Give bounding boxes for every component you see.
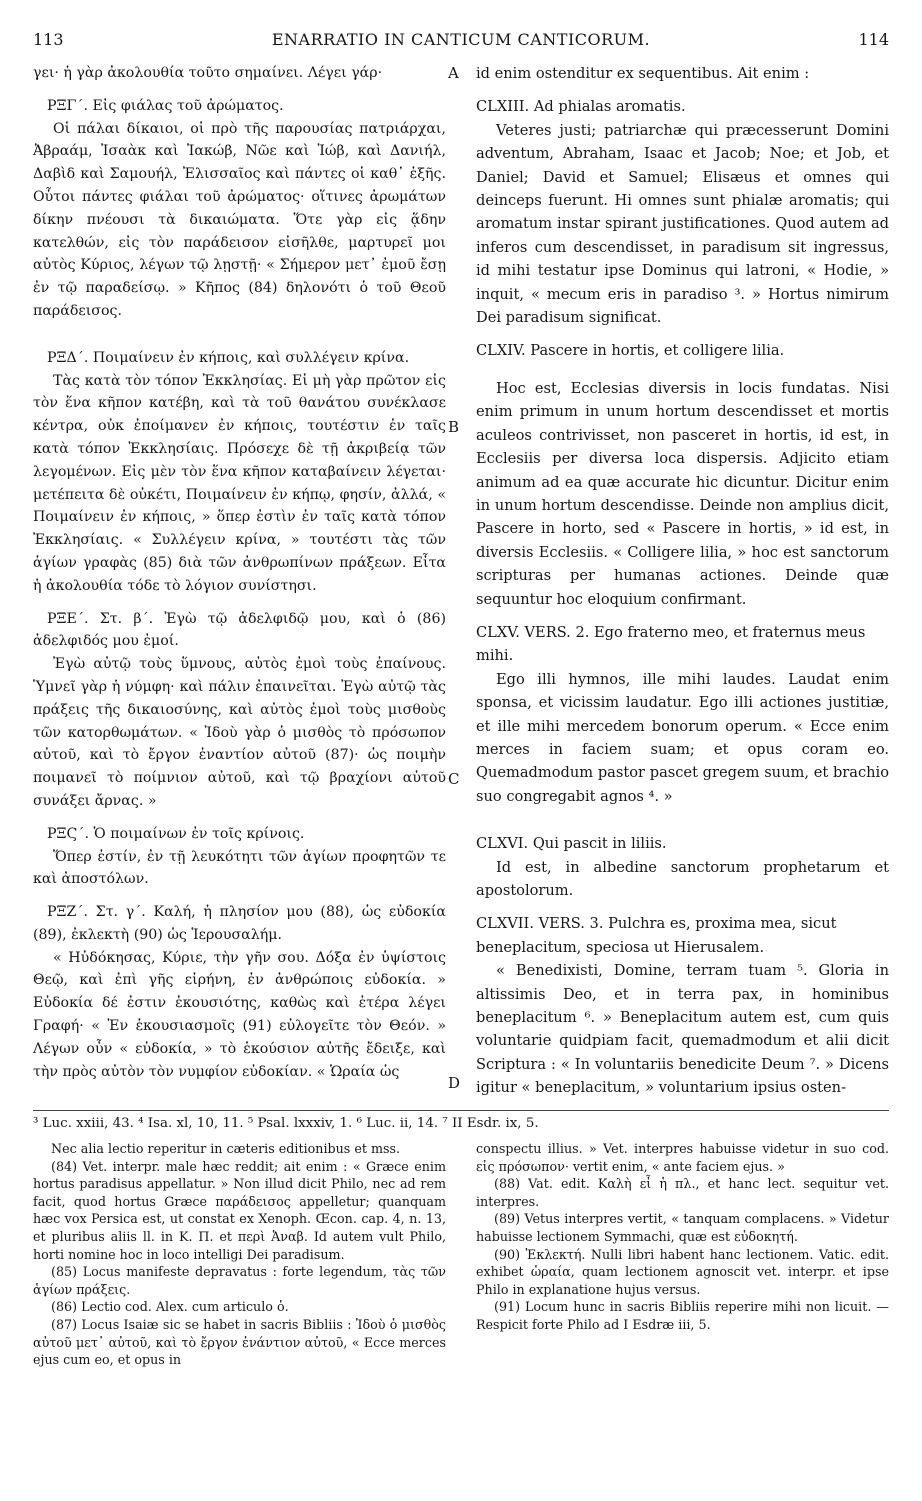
greek-paragraph: Τὰς κατὰ τὸν τόπον Ἐκκλησίας. Εἰ μὴ γὰρ πρῶτον εἰς τὸν ἕνα κῆπον κατέβη, καὶ τὰ τοῦ θανάτου συνέκλασε κέντρα, οὐκ ἐποίμανεν ἐν κήποις, τουτέστιν ἐν ταῖς κατὰ τόπον Ἐκκλησίαις. Πρόσεχε δὲ τῇ ἀκριβείᾳ τῶν λεγομένων. Εἰς μὲν τὸν ἕνα κῆπον καταβαίνειν λέγεται· μετέπειτα δὲ οὐκέτι, Ποιμαίνειν ἐν κήπῳ, φησίν, ἀλλά, « Ποιμαίνειν ἐν κήποις, » ὅπερ ἐστὶν ἐν ταῖς κατὰ τόπον Ἐκκλησίαις. « Συλλέγειν κρίνα, » τουτέστι τὰς τῶν ἁγίων γραφὰς (85) διὰ τῶν ἀνθρωπίνων πράξεων. Εἶτα ἡ ἀκολουθία τόδε τὸ λόγιον συνίστησι. bbox=[33, 372, 446, 594]
latin-section-heading: CLXVI. Qui pascit in liliis. bbox=[476, 835, 667, 853]
running-title: ENARRATIO IN CANTICUM CANTICORUM. bbox=[271, 30, 651, 49]
footnote: Nec alia lectio reperitur in cæteris editionibus et mss. bbox=[51, 1141, 401, 1156]
footnote: (87) Locus Isaiæ sic se habet in sacris Bibliis : Ἰδοὺ ὁ μισθὸς αὐτοῦ μετ᾿ αὐτοῦ, καὶ τὸ ἔργον ἐνάντιον αὐτοῦ, « Ecce merces ejus cum eo, et opus in bbox=[33, 1316, 446, 1368]
margin-marker-c: C bbox=[448, 770, 460, 788]
latin-section-heading: CLXIV. Pascere in hortis, et colligere lilia. bbox=[476, 342, 785, 360]
greek-section-heading: ΡΞϚ΄. Ὁ ποιμαίνων ἐν τοῖς κρίνοις. bbox=[47, 825, 305, 842]
greek-paragraph: Οἱ πάλαι δίκαιοι, οἱ πρὸ τῆς παρουσίας πατριάρχαι, Ἀβραάμ, Ἰσαὰκ καὶ Ἰακώβ, Νῶε καὶ Ἰώβ, καὶ Δανιήλ, Δαβὶδ καὶ Σαμουήλ, Ἐλισσαῖος καὶ πάντες οἱ καθ᾿ ἑξῆς. Οὗτοι πάντες φιάλαι τοῦ ἀρώματος· οἵτινες ἀρωμάτων δίκην πνέουσι τὰ δικαιώματα. Ὅτε γὰρ εἰς ᾅδην κατελθών, εἰς τὸν παράδεισον εἰσῆλθε, μαρτυρεῖ μοι αὐτὸς Κύριος, λέγων τῷ λῃστῇ· « Σήμερον μετ᾿ ἐμοῦ ἔσῃ ἐν τῷ παραδείσῳ. » Κῆπος (84) δηλονότι ὁ τοῦ Θεοῦ παράδεισος. bbox=[33, 120, 446, 319]
greek-section-heading: ΡΞΔ΄. Ποιμαίνειν ἐν κήποις, καὶ συλλέγειν κρίνα. bbox=[47, 349, 410, 366]
footnote: (90) Ἐκλεκτή. Nulli libri habent hanc lectionem. Vatic. edit. exhibet ὡραία, quam lectionem agnoscit vet. interpr. et ipse Philo in explanatione hujus versus. bbox=[476, 1246, 889, 1297]
latin-paragraph: « Benedixisti, Domine, terram tuam ⁵. Gloria in altissimis Deo, et in terra pax, in hominibus beneplacitum ⁶. » Beneplacitum autem est, cum quis voluntarie quidpiam facit, quemadmodum et alii dicit Scriptura : « In voluntariis benedicite Deum ⁷. » Dicens igitur « beneplacitum, » voluntarium ipsius osten- bbox=[476, 962, 889, 1097]
latin-text-column bbox=[476, 62, 889, 1100]
greek-section-heading: ΡΞΓ΄. Εἰς φιάλας τοῦ ἀρώματος. bbox=[47, 97, 284, 114]
latin-paragraph: id enim ostenditur ex sequentibus. Ait enim : bbox=[476, 65, 810, 82]
margin-marker-b: B bbox=[448, 418, 460, 436]
paragraph-gap bbox=[476, 363, 889, 377]
greek-section-heading: ΡΞΖ΄. Στ. γ΄. Καλή, ἡ πλησίον μου (88), ὡς εὐδοκία (89), ἐκλεκτὴ (90) ὡς Ἱερουσαλήμ. bbox=[33, 904, 446, 943]
scripture-references: ³ Luc. xxiii, 43. ⁴ Isa. xl, 10, 11. ⁵ Psal. lxxxiv, 1. ⁶ Luc. ii, 14. ⁷ II Esdr. ix, 5. bbox=[33, 1110, 889, 1135]
footnote: (84) Vet. interpr. male hæc reddit; ait enim : « Græce enim hortus paradisus appellatur. » Non illud dicit Philo, nec ad rem facit, quod hortus Græce παράδεισος appelletur; quanquam hæc vox Persica est, ut constat ex Xenoph. Œcon. cap. 4, n. 13, et pluribus aliis ll. in K. Π. et περὶ Ἀναβ. Id autem vult Philo, horti nomine hoc in loco intelligi Dei paradisum. bbox=[33, 1158, 446, 1262]
page-number-left: 113 bbox=[33, 30, 64, 49]
footnotes-right-column bbox=[476, 1140, 889, 1334]
footnote: (89) Vetus interpres vertit, « tanquam complacens. » Videtur habuisse lectionem Symmachi, quæ est εὐδοκητή. bbox=[476, 1211, 889, 1244]
latin-paragraph: Hoc est, Ecclesias diversis in locis fundatas. Nisi enim primum in unum hortum descendisset et mortis aculeos contrivisset, non pasceret in hortis, id est, in Ecclesiis per diversa loca dispersis. Adjicito etiam animum ad ea quæ accurate hic dicuntur. Dicitur enim in unum hortum descendisse. Deinde non amplius dicit, Pascere in horto, sed « Pascere in hortis, » id est, in diversis Ecclesiis. « Colligere lilia, » hoc est sanctorum scripturas per humanas actiones. Deinde quæ sequuntur hoc eloquium confirmant. bbox=[476, 379, 889, 608]
latin-paragraph: Veteres justi; patriarchæ qui præcesserunt Domini adventum, Abraham, Isaac et Jacob; Noe; et Job, et Daniel; David et Samuel; Elisæus et omnes qui deinceps fuerunt. Hi omnes sunt phialæ aromatis; qui aromatum instar spirant justificationes. Quod autem ad inferos cum descendisset, in paradisum sit ingressus, id mihi testatur ipse Dominus qui latroni, « Hodie, » inquit, « mecum eris in paradiso ³. » Hortus nimirum Dei paradisum significat. bbox=[476, 121, 889, 327]
greek-text-column bbox=[33, 62, 446, 1083]
footnote: (86) Lectio cod. Alex. cum articulo ὁ. bbox=[51, 1299, 289, 1315]
page-header bbox=[33, 30, 889, 54]
footnotes-left-column bbox=[33, 1140, 446, 1369]
greek-paragraph: Ὅπερ ἐστίν, ἐν τῇ λευκότητι τῶν ἁγίων προφητῶν τε καὶ ἀποστόλων. bbox=[33, 848, 446, 888]
footnote: (91) Locum hunc in sacris Bibliis reperire mihi non licuit. — Respicit forte Philo ad I Esdræ iii, 5. bbox=[476, 1299, 889, 1332]
latin-section-heading: CLXV. VERS. 2. Ego fraterno meo, et fraternus meus mihi. bbox=[476, 623, 866, 665]
latin-section-heading: CLXIII. Ad phialas aromatis. bbox=[476, 98, 686, 116]
footnote: (88) Vat. edit. Καλὴ εἶ ἡ πλ., et hanc lect. sequitur vet. interpres. bbox=[476, 1176, 889, 1209]
greek-paragraph: γει· ἡ γὰρ ἀκολουθία τοῦτο σημαίνει. Λέγει γάρ· bbox=[33, 65, 383, 81]
margin-marker-d: D bbox=[448, 1074, 461, 1092]
latin-paragraph: Ego illi hymnos, ille mihi laudes. Laudat enim sponsa, et vicissim laudatur. Ego illi actiones justitiæ, et ille mihi mercedem bonorum operum. « Ecce enim merces in faciem suam; et opus coram eo. Quemadmodum pastor pascet gregem suum, et brachio suo congregabit agnos ⁴. » bbox=[476, 670, 889, 805]
page-number-right: 114 bbox=[858, 30, 889, 49]
latin-paragraph: Id est, in albedine sanctorum prophetarum et apostolorum. bbox=[476, 858, 889, 899]
paragraph-gap bbox=[476, 808, 889, 822]
footnote: (85) Locus manifeste depravatus : forte legendum, τὰς τῶν ἁγίων πράξεις. bbox=[33, 1264, 446, 1297]
margin-marker-a: A bbox=[448, 64, 459, 82]
paragraph-gap bbox=[33, 323, 446, 337]
latin-section-heading: CLXVII. VERS. 3. Pulchra es, proxima mea, sicut beneplacitum, speciosa ut Hierusalem. bbox=[476, 915, 837, 956]
footnote: conspectu illius. » Vet. interpres habuisse videtur in suo cod. εἰς πρόσωπον· vertit enim, « ante faciem ejus. » bbox=[476, 1141, 889, 1174]
greek-section-heading: ΡΞΕ΄. Στ. β΄. Ἐγὼ τῷ ἀδελφιδῷ μου, καὶ ὁ (86) ἀδελφιδός μου ἐμοί. bbox=[33, 610, 446, 650]
greek-paragraph: « Ηὐδόκησας, Κύριε, τὴν γῆν σου. Δόξα ἐν ὑψίστοις Θεῷ, καὶ ἐπὶ γῆς εἰρήνη, ἐν ἀνθρώποις εὐδοκία. » Εὐδοκία δέ ἐστιν ἑκουσιότης, καθὼς καὶ ἑτέρα λέγει Γραφή· « Ἐν ἑκουσιασμοῖς (91) εὐλογεῖτε τὸν Θεόν. » Λέγων οὖν « εὐδοκία, » τὸ ἑκούσιον αὐτῆς ἔδειξε, καὶ τὴν πρὸς αὐτὸν τὸν νυμφίον εὐδοκίαν. « Ὡραία ὡς bbox=[33, 949, 446, 1080]
greek-paragraph: Ἐγὼ αὐτῷ τοὺς ὕμνους, αὐτὸς ἐμοὶ τοὺς ἐπαίνους. Ὑμνεῖ γὰρ ἡ νύμφη· καὶ πάλιν ἐπαινεῖται. Ἐγὼ αὐτῷ τὰς πράξεις τῆς δικαιοσύνης, καὶ αὐτὸς ἐμοὶ τοὺς μισθοὺς τῶν κατορθωμάτων. « Ἰδοὺ γὰρ ὁ μισθὸς τὸ πρόσωπον αὐτοῦ, καὶ τὸ ἔργον ἐναντίον αὐτοῦ (87)· ὡς ποιμὴν ποιμανεῖ τὸ ποίμνιον αὐτοῦ, καὶ τῷ βραχίονι αὐτοῦ συνάξει ἄρνας. » bbox=[33, 656, 446, 809]
